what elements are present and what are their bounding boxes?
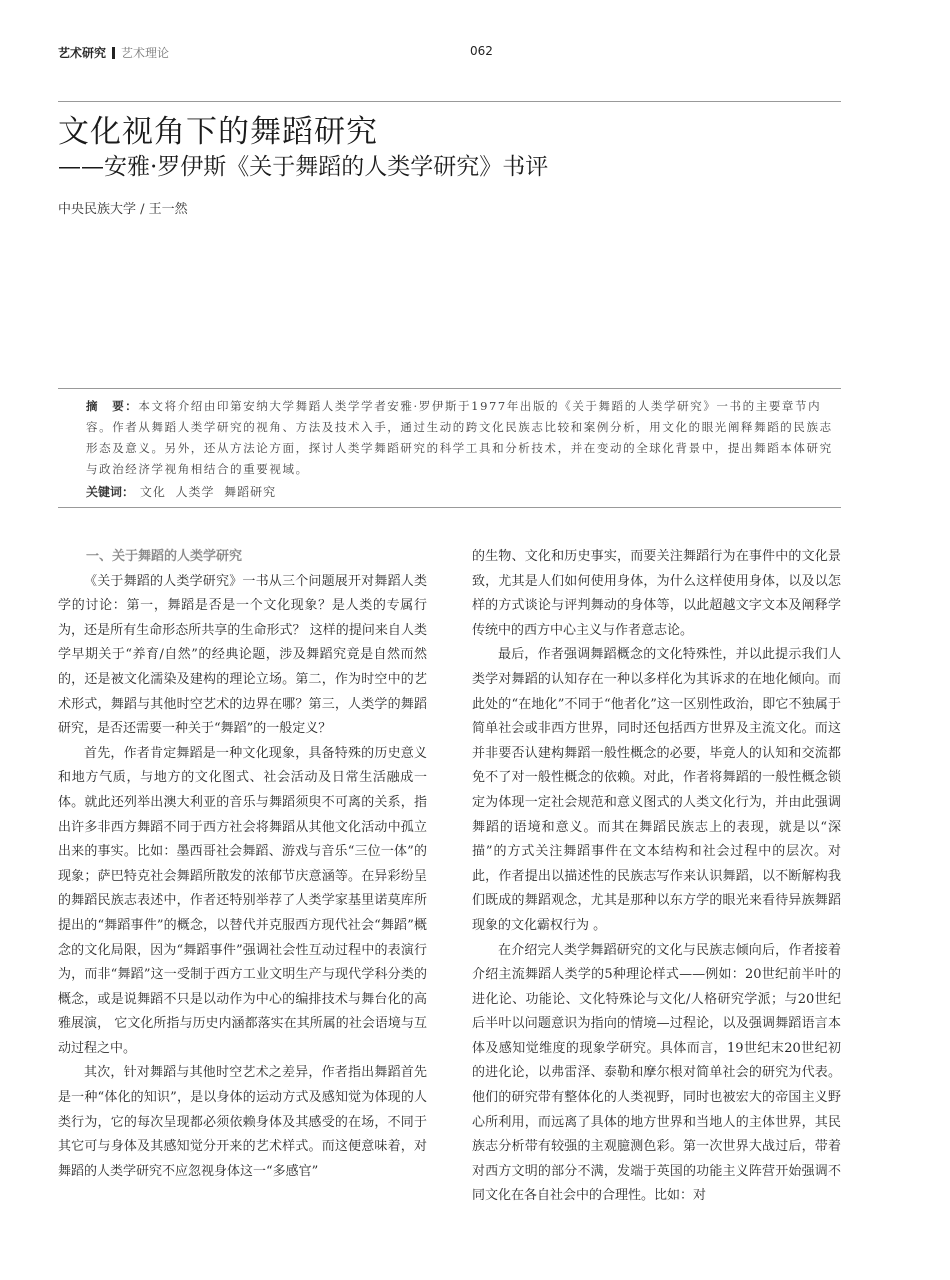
abstract (86, 396, 842, 480)
abstract-top-rule (58, 388, 841, 389)
body-paragraph: 在介绍完人类学舞蹈研究的文化与民族志倾向后，作者接着介绍主流舞蹈人类学的5种理论样式——例如：20世纪前半叶的进化论、功能论、文化特殊论与文化/人格研究学派；与20世纪后半叶以问题意识为指向的情境—过程论，以及强调舞蹈语言本体及感知觉维度的现象学研究。具体而言，19世纪末20世纪初的进化论，以弗雷泽、泰勒和摩尔根对简单社会的研究为代表。他们的研究带有整体化的人类视野，同时也被宏大的帝国主义野心所利用，而远离了具体的地方世界和当地人的主体世界，其民族志分析带有较强的主观臆测色彩。第一次世界大战过后，带着对西方文明的部分不满，发端于英国的功能主义阵营开始强调不同文化在各自社会中的合理性。比如：对 (472, 942, 841, 1204)
body-paragraph: 的生物、文化和历史事实，而要关注舞蹈行为在事件中的文化景致，尤其是人们如何使用身体，为什么这样使用身体，以及以怎样的方式谈论与评判舞动的身体等，以此超越文字文本及阐释学传统中的西方中心主义与作者意志论。 (472, 549, 841, 638)
body-paragraph: 《关于舞蹈的人类学研究》一书从三个问题展开对舞蹈人类学的讨论：第一，舞蹈是否是一个文化现象？是人类的专属行为，还是所有生命形态所共享的生命形式？ 这样的提问来自人类学早期关于“养育/自然”的经典论题，涉及舞蹈究竟是自然而然的，还是被文化濡染及建构的理论立场。第二，作为时空中的艺术形式，舞蹈与其他时空艺术的边界在哪？第三，人类学的舞蹈研究，是否还需要一种关于“舞蹈”的一般定义？ (58, 573, 427, 737)
author-affiliation: 中央民族大学 / 王一然 (58, 202, 188, 217)
keyword: 人类学 (175, 485, 215, 499)
page-number: 062 (470, 44, 493, 58)
header-separator (112, 47, 115, 59)
left-column (58, 545, 427, 1184)
body-paragraph: 其次，针对舞蹈与其他时空艺术之差异，作者指出舞蹈首先是一种“体化的知识”，是以身体的运动方式及感知觉为体现的人类行为，它的每次呈现都必须依赖身体及其感受的在场，不同于其它可与身体及其感知觉分开来的艺术样式。而这便意味着，对舞蹈的人类学研究不应忽视身体这一“多感官” (58, 1065, 427, 1179)
section-heading: 一、关于舞蹈的人类学研究 (86, 549, 243, 564)
journal-section: 艺术研究 (58, 46, 107, 60)
body-paragraph: 最后，作者强调舞蹈概念的文化特殊性，并以此提示我们人类学对舞蹈的认知存在一种以多样化为其诉求的在地化倾向。而此处的“在地化”不同于“他者化”这一区别性政治，即它不独属于简单社会或非西方世界，同时还包括西方世界及主流文化。而这并非要否认建构舞蹈一般性概念的必要，毕竟人的认知和交流都免不了对一般性概念的依赖。对此，作者将舞蹈的一般性概念锁定为体现一定社会规范和意义图式的人类文化行为，并由此强调舞蹈的语境和意义。而其在舞蹈民族志上的表现，就是以“深描”的方式关注舞蹈事件在文本结构和社会过程中的层次。对此，作者提出以描述性的民族志写作来认识舞蹈，以不断解构我们既成的舞蹈观念，尤其是那种以东方学的眼光来看待异族舞蹈现象的文化霸权行为 。 (472, 647, 841, 933)
body-paragraph: 首先，作者肯定舞蹈是一种文化现象，具备特殊的历史意义和地方气质，与地方的文化图式、社会活动及日常生活融成一体。就此还列举出澳大利亚的音乐与舞蹈须臾不可离的关系，指出许多非西方舞蹈不同于西方社会将舞蹈从其他文化活动中孤立出来的事实。比如：墨西哥社会舞蹈、游戏与音乐“三位一体”的现象；萨巴特克社会舞蹈所散发的浓郁节庆意涵等。在异彩纷呈的舞蹈民族志表述中，作者还特别举荐了人类学家基里诺莫库所提出的“舞蹈事件”的概念，以替代并克服西方现代社会“舞蹈”概念的文化局限，因为“舞蹈事件”强调社会性互动过程中的表演行为，而非“舞蹈”这一受制于西方工业文明生产与现代学科分类的概念，或是说舞蹈不只是以动作为中心的编排技术与舞台化的高雅展演， 它文化所指与历史内涵都落实在其所属的社会语境与互动过程之中。 (58, 745, 427, 1056)
keywords (86, 483, 276, 500)
article-subtitle: ——安雅·罗伊斯《关于舞蹈的人类学研究》书评 (58, 154, 549, 180)
abstract-label: 摘 要： (86, 399, 139, 413)
article-title: 文化视角下的舞蹈研究 (58, 114, 378, 150)
running-header (58, 44, 169, 61)
header-rule (58, 101, 841, 102)
keywords-label: 关键词： (86, 485, 135, 499)
abstract-bottom-rule (58, 507, 841, 508)
keyword: 文化 (139, 485, 166, 499)
right-column (472, 545, 841, 1209)
abstract-text: 本文将介绍由印第安纳大学舞蹈人类学学者安雅·罗伊斯于1977年出版的《关于舞蹈的人类学研究》一书的主要章节内容。作者从舞蹈人类学研究的视角、方法及技术入手，通过生动的跨文化民族志比较和案例分析，用文化的眼光阐释舞蹈的民族志形态及意义。另外，还从方法论方面，探讨人类学舞蹈研究的科学工具和分析技术，并在变动的全球化背景中，提出舞蹈本体研究与政治经济学视角相结合的重要视域。 (86, 399, 833, 476)
keyword: 舞蹈研究 (224, 485, 277, 499)
journal-subsection: 艺术理论 (121, 46, 170, 60)
